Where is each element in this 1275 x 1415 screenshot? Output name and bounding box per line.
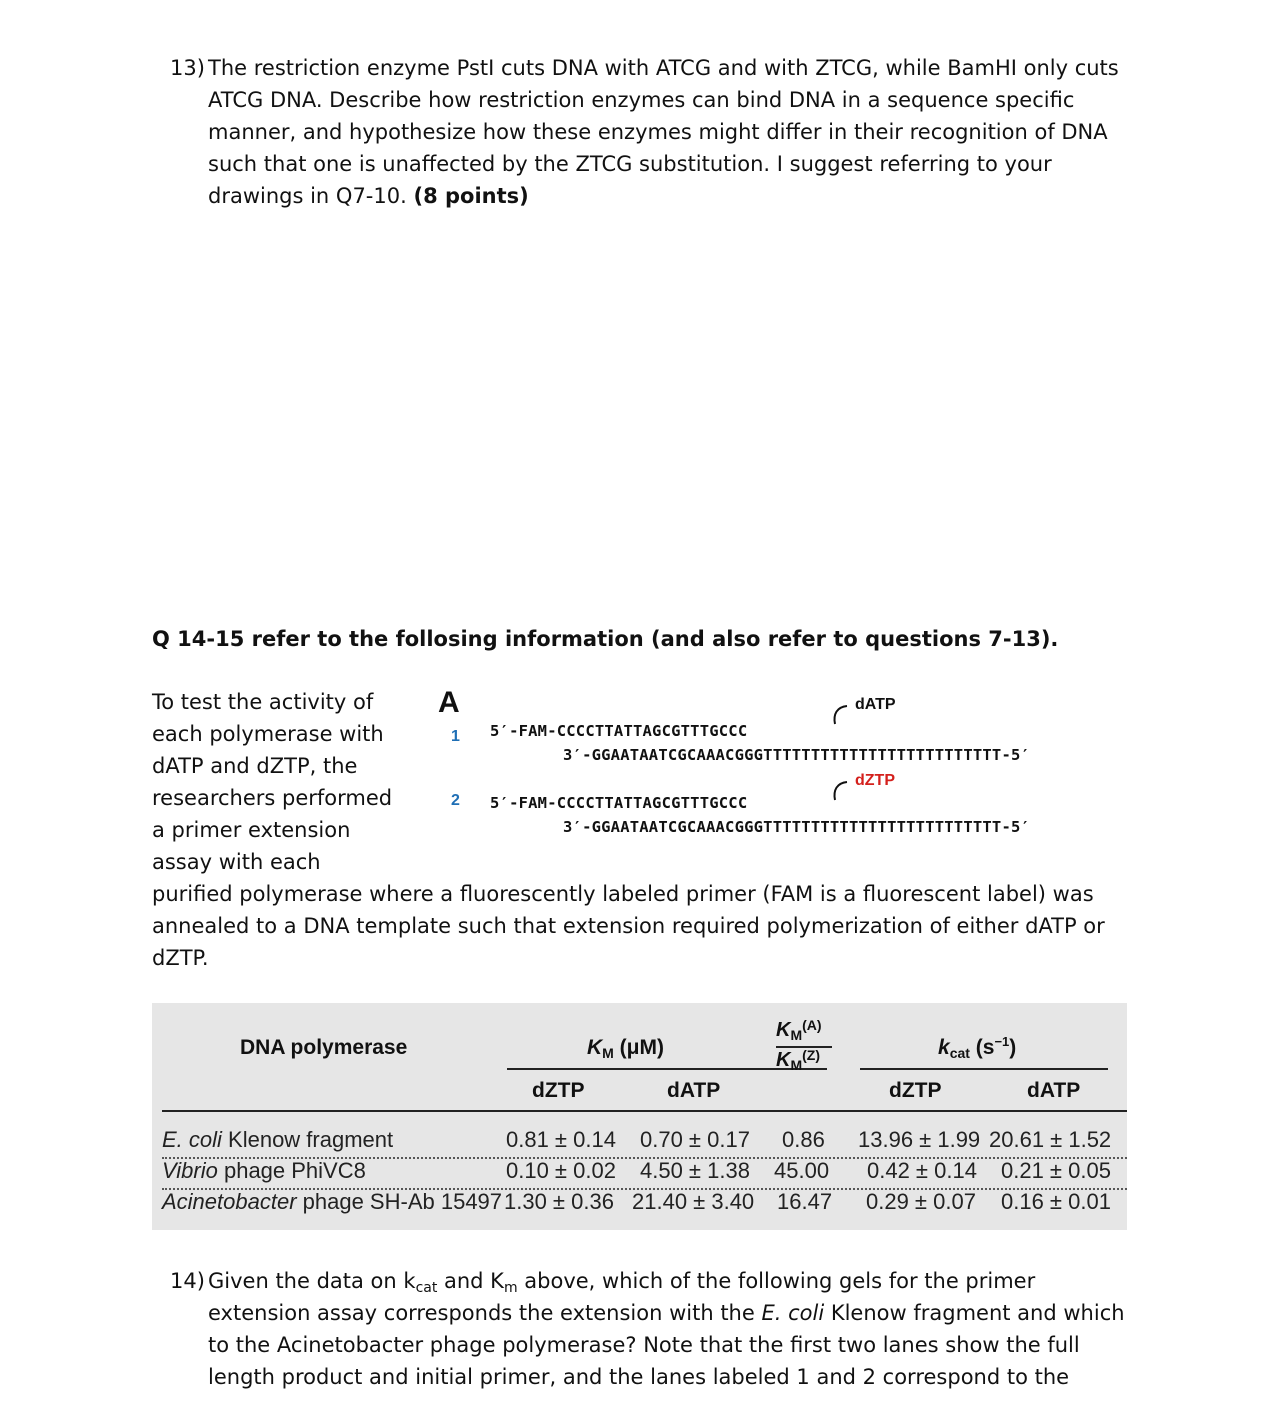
species-italic: E. coli (162, 1127, 222, 1152)
col-header-kcat (938, 1036, 1016, 1060)
ratio-num-k: K (776, 1019, 791, 1041)
question-14-number: 14) (170, 1269, 205, 1293)
row-polymerase-name (162, 1127, 393, 1153)
kcat-symbol: k (938, 1036, 950, 1059)
species-rest: phage SH-Ab 15497 (296, 1189, 503, 1214)
species-rest: phage PhiVC8 (217, 1158, 366, 1183)
cell-km-dztp: 1.30 ± 0.36 (504, 1189, 614, 1214)
table-header-rule (162, 1110, 1127, 1112)
intro-line: annealed to a DNA template such that extension required polymerization of either dATP or (152, 914, 1105, 938)
cell-kcat-dztp: 0.29 ± 0.07 (866, 1189, 976, 1214)
intro-line: each polymerase with (152, 722, 384, 746)
q14-line-1-b: and K (437, 1269, 504, 1293)
ratio-den-sub: M (790, 1057, 803, 1073)
q13-line-5 (208, 180, 1170, 212)
q14-kcat-sub: cat (415, 1280, 438, 1296)
cell-ratio: 45.00 (774, 1158, 830, 1183)
cell-km-dztp: 0.81 ± 0.14 (506, 1127, 616, 1152)
q13-line-4: such that one is unaffected by the ZTCG substitution. I suggest referring to your (208, 152, 1052, 176)
intro-text (152, 686, 422, 878)
question-13 (170, 52, 1170, 212)
kcat-unit-close: ) (1009, 1036, 1017, 1059)
col-header-km (587, 1036, 664, 1060)
intro-line: a primer extension (152, 818, 351, 842)
row-polymerase-name (162, 1189, 502, 1215)
km-symbol: K (587, 1036, 603, 1059)
q13-line-1: The restriction enzyme PstI cuts DNA with ATCG and with ZTCG, while BamHI only cuts (208, 56, 1119, 80)
curved-arrow-icon (831, 702, 851, 726)
cell-km-datp: 4.50 ± 1.38 (640, 1158, 750, 1183)
panel-label: A (438, 686, 460, 719)
primer-extension-figure (435, 686, 1155, 846)
ratio-den-k: K (776, 1049, 791, 1071)
cell-km-datp: 21.40 ± 3.40 (632, 1189, 755, 1214)
intro-line: researchers performed (152, 786, 393, 810)
question-14-text (208, 1265, 1170, 1393)
q14-line-2-b: Klenow fragment and which (824, 1301, 1125, 1325)
q14-line-2-a: extension assay corresponds the extension with the (208, 1301, 762, 1325)
question-13-number: 13) (170, 56, 205, 80)
subheader-km-datp: dATP (667, 1079, 721, 1102)
primer-sequence-2: 5′-FAM-CCCCTTATTAGCGTTTGCCC (490, 794, 748, 812)
cell-km-datp: 0.70 ± 0.17 (640, 1127, 750, 1152)
ratio-num-tag: (A) (802, 1017, 822, 1033)
q13-points: (8 points) (413, 184, 529, 208)
ratio-num-sub: M (790, 1027, 803, 1043)
kcat-subscript: cat (949, 1045, 970, 1061)
lane-label-1: 1 (451, 728, 460, 745)
q14-line-1-c: above, which of the following gels for the primer (517, 1269, 1036, 1293)
primer-sequence-1: 5′-FAM-CCCCTTATTAGCGTTTGCCC (490, 722, 748, 740)
ratio-numerator (776, 1017, 822, 1042)
q14-km-sub: m (503, 1280, 518, 1296)
row-polymerase-name (162, 1158, 366, 1184)
intro-line: To test the activity of (152, 690, 374, 714)
cell-ratio: 16.47 (777, 1189, 833, 1214)
q13-line-5-text: drawings in Q7-10. (208, 184, 407, 208)
km-subscript: M (602, 1045, 614, 1061)
q14-line-1-a: Given the data on k (208, 1269, 416, 1293)
nucleotide-label-1: dATP (855, 696, 896, 713)
species-italic: Vibrio (162, 1158, 218, 1183)
curved-arrow-icon (831, 778, 851, 802)
section-heading: Q 14-15 refer to the follosing information (and also refer to questions 7-13). (152, 627, 1059, 651)
cell-kcat-datp: 0.21 ± 0.05 (1001, 1158, 1111, 1183)
q14-line-1 (208, 1265, 1170, 1297)
q14-line-2 (208, 1297, 1170, 1329)
nucleotide-label-2: dZTP (855, 772, 895, 789)
lane-label-2: 2 (451, 792, 460, 809)
question-13-text (208, 52, 1170, 212)
species-rest: Klenow fragment (221, 1127, 394, 1152)
km-unit: (μM) (613, 1036, 665, 1059)
question-14 (170, 1265, 1170, 1393)
template-sequence-1: 3′-GGAATAATCGCAAACGGGTTTTTTTTTTTTTTTTTTTTTTTTT-5′ (563, 746, 1031, 764)
cell-km-dztp: 0.10 ± 0.02 (506, 1158, 616, 1183)
intro-line: dATP and dZTP, the (152, 754, 358, 778)
q14-line-3: to the Acinetobacter phage polymerase? Note that the first two lanes show the full (208, 1333, 1080, 1357)
kcat-header-rule (860, 1068, 1108, 1070)
ratio-denominator (776, 1047, 820, 1072)
species-italic: Acinetobacter (162, 1189, 297, 1214)
intro-continued (152, 878, 1142, 974)
subheader-km-dztp: dZTP (532, 1079, 585, 1102)
subheader-kcat-datp: dATP (1027, 1079, 1081, 1102)
cell-kcat-dztp: 0.42 ± 0.14 (867, 1158, 977, 1183)
subheader-kcat-dztp: dZTP (889, 1079, 942, 1102)
intro-line: assay with each (152, 850, 321, 874)
intro-line: dZTP. (152, 946, 209, 970)
q14-line-2-italic: E. coli (761, 1301, 825, 1325)
cell-kcat-datp: 0.16 ± 0.01 (1001, 1189, 1111, 1214)
intro-line: purified polymerase where a fluorescently labeled primer (FAM is a fluorescent label) was (152, 882, 1094, 906)
ratio-den-tag: (Z) (802, 1047, 821, 1063)
cell-kcat-datp: 20.61 ± 1.52 (989, 1127, 1112, 1152)
kcat-unit-open: (s (969, 1036, 995, 1059)
q14-line-4: length product and initial primer, and the lanes labeled 1 and 2 correspond to the (208, 1365, 1070, 1389)
kcat-superscript: −1 (994, 1034, 1010, 1049)
cell-kcat-dztp: 13.96 ± 1.99 (858, 1127, 981, 1152)
template-sequence-2: 3′-GGAATAATCGCAAACGGGTTTTTTTTTTTTTTTTTTTTTTTTT-5′ (563, 818, 1031, 836)
q13-line-2: ATCG DNA. Describe how restriction enzymes can bind DNA in a sequence specific (208, 88, 1075, 112)
col-header-polymerase: DNA polymerase (240, 1036, 408, 1059)
q13-line-3: manner, and hypothesize how these enzymes might differ in their recognition of DNA (208, 120, 1108, 144)
kinetics-table (152, 1003, 1127, 1230)
cell-ratio: 0.86 (782, 1127, 825, 1152)
